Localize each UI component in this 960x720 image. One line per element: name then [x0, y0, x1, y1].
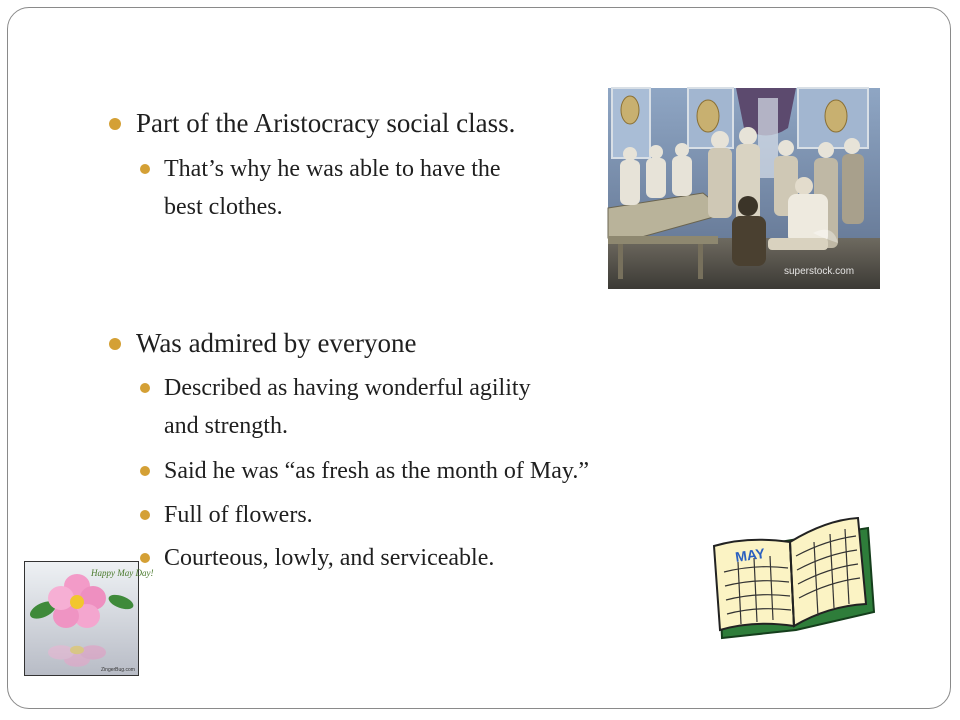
- flower-caption: Happy May Day!: [91, 568, 154, 578]
- bullet-text: Part of the Aristocracy social class.: [136, 108, 516, 138]
- sub-bullet-flowers: [164, 496, 313, 534]
- sub-bullet-fresh-may: [164, 452, 589, 490]
- bullet-dot-icon: [109, 338, 121, 350]
- bullet-dot-icon: [140, 466, 150, 476]
- bullet-dot-icon: [109, 118, 121, 130]
- bullet-text-line-2: best clothes.: [164, 194, 283, 220]
- calendar-label: MAY: [734, 544, 766, 565]
- bullet-text: Said he was “as fresh as the month of May.”: [164, 458, 589, 484]
- sub-bullet-courteous: [164, 539, 494, 577]
- bullet-aristocracy: [136, 107, 515, 139]
- bullet-admired: [136, 327, 416, 359]
- bullet-text-line-1: Described as having wonderful agility: [164, 375, 531, 401]
- flower-credit: ZingerBug.com: [101, 667, 135, 673]
- bullet-text: Courteous, lowly, and serviceable.: [164, 545, 495, 571]
- bullet-dot-icon: [140, 510, 150, 520]
- bullet-dot-icon: [140, 553, 150, 563]
- aristocracy-photo: [608, 88, 880, 289]
- sub-bullet-agility: [164, 369, 531, 445]
- bullet-text-line-1: That’s why he was able to have the: [164, 156, 501, 182]
- may-calendar-image: [708, 512, 876, 647]
- bullet-text: Full of flowers.: [164, 502, 313, 528]
- photo-watermark: superstock.com: [784, 266, 855, 277]
- bullet-dot-icon: [140, 164, 150, 174]
- bullet-dot-icon: [140, 383, 150, 393]
- bullet-text-line-2: and strength.: [164, 413, 288, 439]
- bullet-text: Was admired by everyone: [136, 328, 417, 358]
- may-day-flower-image: [24, 561, 154, 676]
- sub-bullet-clothes: [164, 150, 501, 226]
